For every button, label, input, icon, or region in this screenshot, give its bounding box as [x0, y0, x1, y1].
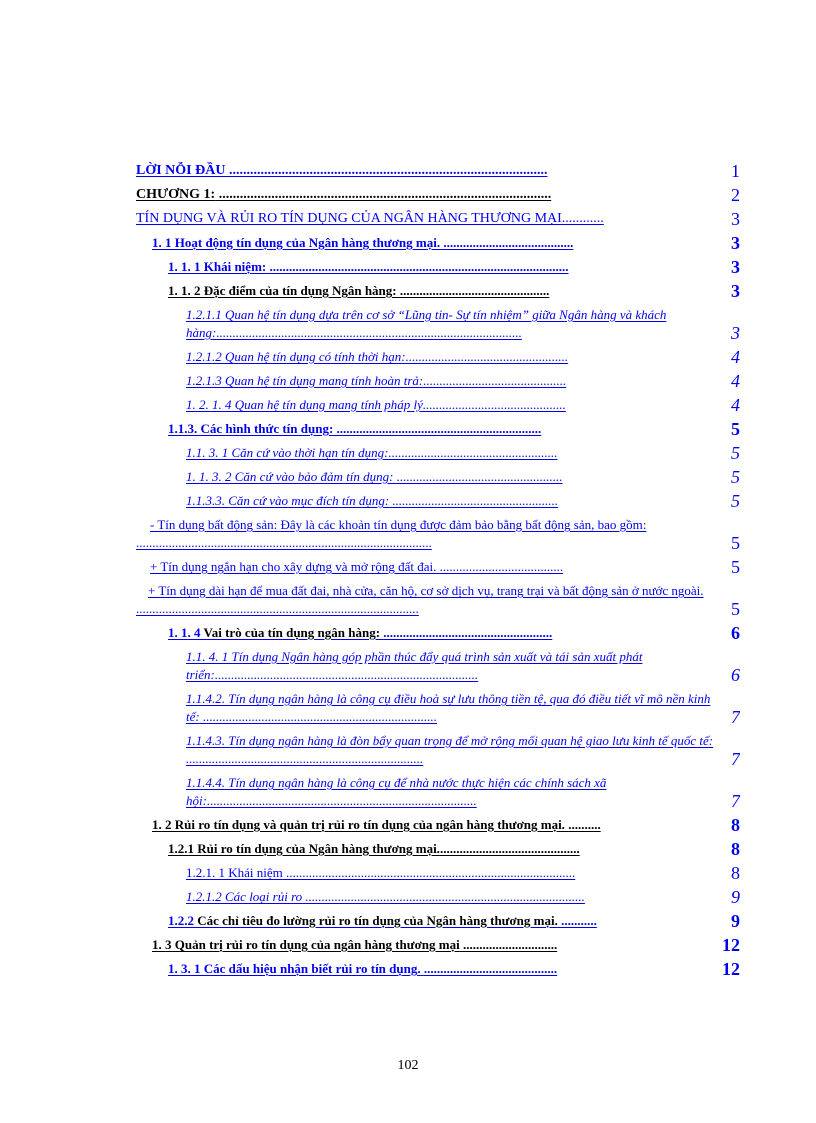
- toc-entry-chapter-title[interactable]: TÍN DỤNG VÀ RỦI RO TÍN DỤNG CỦA NGÂN HÀNG THƯƠNG MẠI............ 3: [136, 210, 740, 228]
- toc-page-number: 7: [731, 749, 740, 768]
- toc-page-number: 2: [731, 186, 740, 204]
- toc-page-number: 3: [731, 258, 740, 276]
- table-of-contents: [136, 162, 740, 984]
- toc-entry-1-1-4-1[interactable]: 1.1. 4. 1 Tín dụng Ngân hàng góp phần thúc đẩy quá trình sản xuất và tái sản xuất phát triển:................................................................................. 6: [186, 649, 740, 684]
- toc-entry-1-1-3[interactable]: 1.1.3. Các hình thức tín dụng: ............................................................... 5: [168, 420, 740, 438]
- toc-page-number: 4: [731, 348, 740, 366]
- toc-page-number: 5: [731, 492, 740, 510]
- toc-page-number: 3: [731, 282, 740, 300]
- toc-entry-1-1-1[interactable]: 1. 1. 1 Khái niệm: ............................................................................................ 3: [168, 258, 740, 276]
- toc-page-number: 6: [731, 665, 740, 684]
- toc-page-number: 6: [731, 624, 740, 642]
- toc-entry-1-1-4[interactable]: 1. 1. 4 Vai trò của tín dụng ngân hàng: .................................................... 6: [168, 624, 740, 642]
- toc-entry-1-1-4-2[interactable]: 1.1.4.2. Tín dụng ngân hàng là công cụ điều hoà sự lưu thông tiền tệ, qua đó điều tiết vĩ mô nền kinh tế: ........................................................................ 7: [186, 691, 740, 726]
- toc-page-number: 5: [715, 558, 740, 576]
- toc-entry-1-2-1-2[interactable]: 1.2.1.2 Quan hệ tín dụng có tính thời hạn:.................................................. 4: [186, 348, 740, 366]
- toc-page-number: 12: [722, 936, 740, 954]
- toc-entry-1-2-1-1[interactable]: 1.2.1.1 Quan hệ tín dụng dựa trên cơ sở “Lũng tin- Sự tín nhiệm” giữa Ngân hàng và khách hàng:.............................................................................................. 3: [186, 307, 740, 342]
- toc-entry-1-1-3-3[interactable]: 1.1.3.3. Căn cứ vào mục đích tín dụng: ................................................... 5: [186, 492, 740, 510]
- toc-entry-1-2-1-1-khai-niem[interactable]: 1.2.1. 1 Khái niệm ......................................................................................... 8: [186, 864, 740, 882]
- toc-entry-chuong-1[interactable]: CHƯƠNG 1: ............................................................................................... 2: [136, 186, 740, 204]
- toc-entry-1-1[interactable]: 1. 1 Hoạt động tín dụng của Ngân hàng thương mại. ........................................ 3: [152, 234, 740, 252]
- toc-entry-1-2-1-3[interactable]: 1.2.1.3 Quan hệ tín dụng mang tính hoàn trả:............................................ 4: [186, 372, 740, 390]
- toc-page-number: 5: [717, 600, 740, 618]
- toc-entry-1-2-1-2-cac-loai[interactable]: 1.2.1.2 Các loại rủi ro ...................................................................................... 9: [186, 888, 740, 906]
- toc-page-number: 1: [731, 162, 740, 180]
- toc-entry-1-1-3-2[interactable]: 1. 1. 3. 2 Căn cứ vào bảo đảm tín dụng: ................................................... 5: [186, 468, 740, 486]
- toc-page-number: 4: [731, 396, 740, 414]
- toc-page-number: 9: [731, 888, 740, 906]
- toc-entry-1-2-1-4[interactable]: 1. 2. 1. 4 Quan hệ tín dụng mang tính pháp lý............................................ 4: [186, 396, 740, 414]
- toc-entry-real-estate-credit[interactable]: - Tín dụng bất động sản: Đây là các khoản tín dụng được đảm bảo bằng bất động sản, bao gồm: ........................................................................................... 5: [136, 517, 740, 552]
- toc-page-number: 3: [731, 234, 740, 252]
- toc-page-number: 3: [731, 210, 740, 228]
- toc-page-number: 5: [731, 420, 740, 438]
- toc-page-number: 4: [731, 372, 740, 390]
- toc-page-number: 5: [731, 468, 740, 486]
- toc-entry-1-2[interactable]: 1. 2 Rủi ro tín dụng và quản trị rủi ro tín dụng của ngân hàng thương mại. .......... 8: [152, 816, 740, 834]
- toc-page-number: 7: [731, 791, 740, 810]
- toc-entry-1-1-4-4[interactable]: 1.1.4.4. Tín dụng ngân hàng là công cụ để nhà nước thực hiện các chính sách xã hội:................................................................................... 7: [186, 775, 740, 810]
- toc-entry-1-1-3-1[interactable]: 1.1. 3. 1 Căn cứ vào thời hạn tín dụng:.................................................... 5: [186, 444, 740, 462]
- toc-page-number: 8: [731, 864, 740, 882]
- toc-page-number: 5: [731, 444, 740, 462]
- toc-entry-1-1-2[interactable]: 1. 1. 2 Đặc điểm của tín dụng Ngân hàng: .............................................. 3: [168, 282, 740, 300]
- toc-page-number: 8: [731, 840, 740, 858]
- page-number: 102: [397, 1058, 419, 1073]
- toc-page-number: 12: [722, 960, 740, 978]
- toc-entry-short-term-credit[interactable]: + Tín dụng ngắn hạn cho xây dựng và mở rộng đất đai. ...................................... 5: [150, 558, 740, 576]
- toc-page-number: 3: [731, 323, 740, 342]
- toc-entry-loi-noi-dau[interactable]: LỜI NỖI ĐẦU ........................................................................................... 1: [136, 162, 740, 180]
- toc-page-number: 8: [731, 816, 740, 834]
- toc-entry-1-1-4-3[interactable]: 1.1.4.3. Tín dụng ngân hàng là đòn bẩy quan trọng để mở rộng mối quan hệ giao lưu kinh tế quốc tế: ......................................................................... 7: [186, 733, 740, 768]
- toc-entry-long-term-credit[interactable]: + Tín dụng dài hạn để mua đất đai, nhà cửa, căn hộ, cơ sở dịch vụ, trang trại và bất động sản ở nước ngoài. ....................................................................................... 5: [136, 583, 740, 618]
- toc-entry-1-2-1[interactable]: 1.2.1 Rủi ro tín dụng của Ngân hàng thương mại............................................ 8: [168, 840, 740, 858]
- toc-entry-1-2-2[interactable]: 1.2.2 Các chỉ tiêu đo lường rủi ro tín dụng của Ngân hàng thương mại. ........... 9: [168, 912, 740, 930]
- toc-entry-1-3[interactable]: 1. 3 Quản trị rủi ro tín dụng của ngân hàng thương mại ............................. 12: [152, 936, 740, 954]
- toc-entry-1-3-1[interactable]: 1. 3. 1 Các dấu hiệu nhận biết rủi ro tín dụng. ......................................... 12: [168, 960, 740, 978]
- toc-page-number: 7: [731, 707, 740, 726]
- toc-page-number: 5: [715, 534, 740, 552]
- toc-page-number: 9: [731, 912, 740, 930]
